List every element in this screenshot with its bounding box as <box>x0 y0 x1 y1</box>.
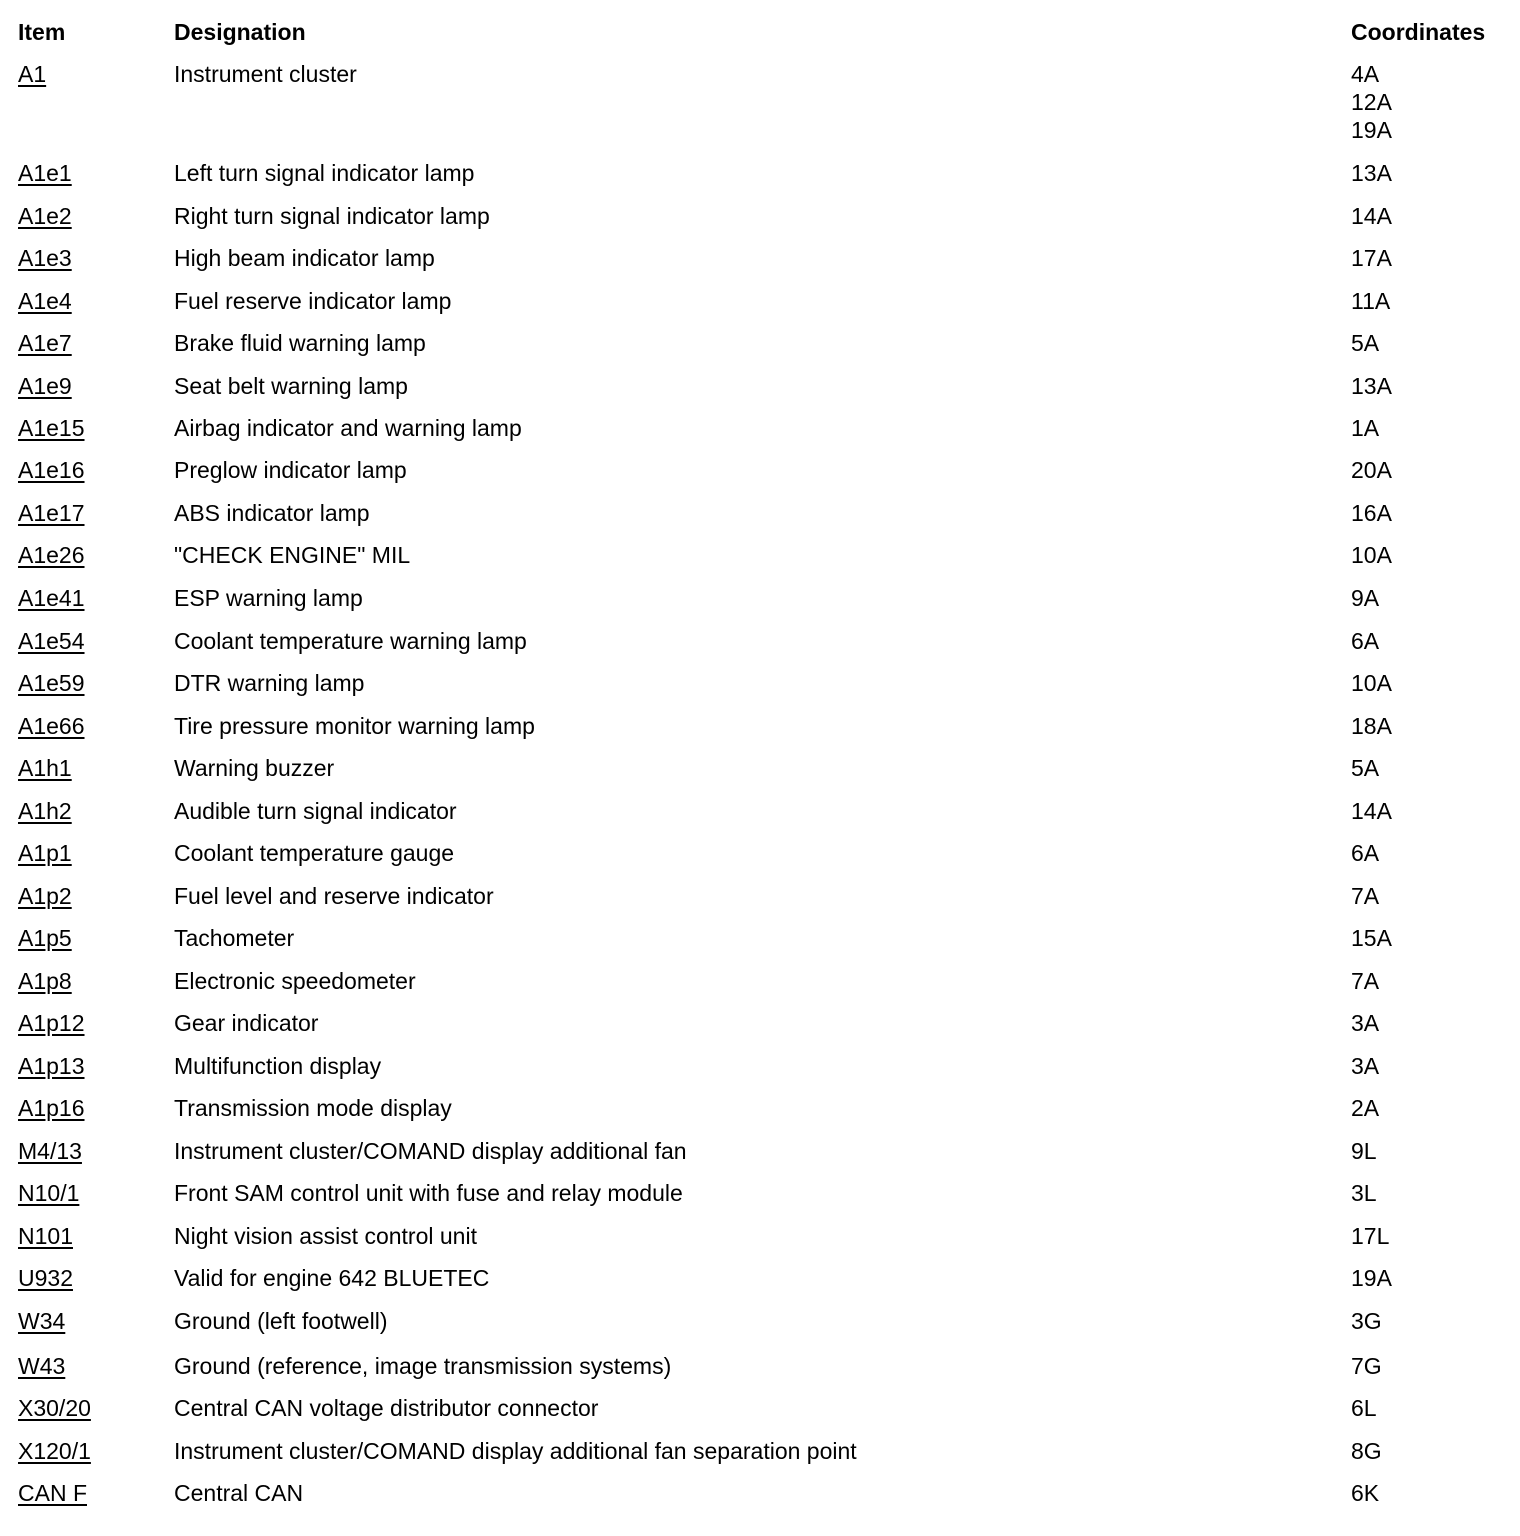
designation-text: Electronic speedometer <box>174 968 416 994</box>
item-link[interactable]: A1e54 <box>18 628 85 654</box>
item-link[interactable]: CAN F <box>18 1480 87 1506</box>
designation-text: High beam indicator lamp <box>174 245 435 271</box>
designation-text: Fuel level and reserve indicator <box>174 883 494 909</box>
header-designation: Designation <box>174 19 306 45</box>
designation-text: Valid for engine 642 BLUETEC <box>174 1265 490 1291</box>
coordinates-cell <box>1351 754 1379 782</box>
designation-text: Central CAN voltage distributor connector <box>174 1395 599 1421</box>
item-link[interactable]: A1e15 <box>18 415 85 441</box>
coordinates-cell <box>1351 797 1392 825</box>
item-link[interactable]: A1e3 <box>18 245 72 271</box>
item-link[interactable]: A1p8 <box>18 968 72 994</box>
coordinates-cell <box>1351 1137 1377 1165</box>
item-link[interactable]: N10/1 <box>18 1180 80 1206</box>
coordinate-value: 12A <box>1351 89 1392 115</box>
coordinate-value: 3A <box>1351 1010 1380 1036</box>
item-link[interactable]: X120/1 <box>18 1438 91 1464</box>
designation-text: Coolant temperature gauge <box>174 840 455 866</box>
coordinate-value: 6A <box>1351 628 1380 654</box>
coordinate-value: 7G <box>1351 1353 1382 1379</box>
coordinates-cell <box>1351 882 1379 910</box>
coordinate-value: 1A <box>1351 415 1380 441</box>
designation-text: ESP warning lamp <box>174 585 363 611</box>
designation-text: Central CAN <box>174 1480 304 1506</box>
coordinates-cell <box>1351 499 1392 527</box>
item-link[interactable]: A1p5 <box>18 925 72 951</box>
coordinates-cell <box>1351 967 1379 995</box>
coordinate-value: 18A <box>1351 713 1392 739</box>
item-link[interactable]: A1e26 <box>18 542 85 568</box>
coordinates-cell <box>1351 627 1379 655</box>
coordinate-value: 17A <box>1351 245 1392 271</box>
designation-text: Instrument cluster/COMAND display additional fan <box>174 1138 687 1164</box>
item-link[interactable]: A1e2 <box>18 203 72 229</box>
coordinates-cell <box>1351 1264 1392 1292</box>
item-link[interactable]: A1p2 <box>18 883 72 909</box>
coordinates-cell <box>1351 1179 1377 1207</box>
designation-text: DTR warning lamp <box>174 670 365 696</box>
coordinates-cell <box>1351 1009 1379 1037</box>
item-link[interactable]: A1e9 <box>18 373 72 399</box>
coordinates-cell <box>1351 60 1392 144</box>
coordinate-value: 5A <box>1351 755 1380 781</box>
coordinates-cell <box>1351 1394 1377 1422</box>
coordinates-cell <box>1351 924 1392 952</box>
designation-text: Ground (left footwell) <box>174 1308 388 1334</box>
item-link[interactable]: A1h2 <box>18 798 72 824</box>
item-link[interactable]: A1e66 <box>18 713 85 739</box>
item-link[interactable]: A1e1 <box>18 160 72 186</box>
coordinates-cell <box>1351 669 1392 697</box>
coordinate-value: 2A <box>1351 1095 1380 1121</box>
coordinates-cell <box>1351 202 1392 230</box>
coordinate-value: 9A <box>1351 585 1380 611</box>
coordinate-value: 7A <box>1351 968 1380 994</box>
coordinates-cell <box>1351 1094 1379 1122</box>
item-link[interactable]: N101 <box>18 1223 73 1249</box>
coordinates-cell <box>1351 1307 1382 1335</box>
coordinate-value: 14A <box>1351 798 1392 824</box>
coordinate-value: 4A <box>1351 61 1380 87</box>
coordinate-value: 19A <box>1351 117 1392 143</box>
designation-text: Instrument cluster <box>174 61 357 87</box>
coordinate-value: 6L <box>1351 1395 1377 1421</box>
coordinates-cell <box>1351 372 1392 400</box>
coordinates-cell <box>1351 1479 1379 1507</box>
coordinates-cell <box>1351 456 1392 484</box>
designation-text: Tachometer <box>174 925 295 951</box>
item-link[interactable]: A1e4 <box>18 288 72 314</box>
coordinate-value: 3A <box>1351 1053 1380 1079</box>
coordinate-value: 10A <box>1351 670 1392 696</box>
designation-text: Gear indicator <box>174 1010 319 1036</box>
coordinates-cell <box>1351 244 1392 272</box>
item-link[interactable]: M4/13 <box>18 1138 82 1164</box>
coordinate-value: 15A <box>1351 925 1392 951</box>
item-link[interactable]: A1e16 <box>18 457 85 483</box>
designation-text: Fuel reserve indicator lamp <box>174 288 452 314</box>
coordinate-value: 16A <box>1351 500 1392 526</box>
designation-text: "CHECK ENGINE" MIL <box>174 542 411 568</box>
item-link[interactable]: U932 <box>18 1265 73 1291</box>
designation-text: Tire pressure monitor warning lamp <box>174 713 535 739</box>
designation-text: Preglow indicator lamp <box>174 457 407 483</box>
coordinates-cell <box>1351 1352 1382 1380</box>
item-link[interactable]: A1e41 <box>18 585 85 611</box>
coordinates-cell <box>1351 1437 1382 1465</box>
coordinates-cell <box>1351 712 1392 740</box>
coordinate-value: 13A <box>1351 373 1392 399</box>
designation-text: Transmission mode display <box>174 1095 452 1121</box>
coordinates-cell <box>1351 329 1379 357</box>
coordinates-cell <box>1351 839 1379 867</box>
item-link[interactable]: X30/20 <box>18 1395 91 1421</box>
designation-text: Ground (reference, image transmission systems) <box>174 1353 672 1379</box>
coordinate-value: 3G <box>1351 1308 1382 1334</box>
item-link[interactable]: A1p1 <box>18 840 72 866</box>
coordinate-value: 6K <box>1351 1480 1380 1506</box>
item-link[interactable]: A1e59 <box>18 670 85 696</box>
coordinate-value: 13A <box>1351 160 1392 186</box>
item-link[interactable]: A1p16 <box>18 1095 85 1121</box>
coordinate-value: 5A <box>1351 330 1380 356</box>
coordinate-value: 8G <box>1351 1438 1382 1464</box>
designation-text: Coolant temperature warning lamp <box>174 628 527 654</box>
header-coordinates: Coordinates <box>1351 19 1486 45</box>
header-item: Item <box>18 19 66 45</box>
coordinate-value: 14A <box>1351 203 1392 229</box>
item-link[interactable]: A1 <box>18 61 47 87</box>
coordinate-value: 17L <box>1351 1223 1390 1249</box>
item-link[interactable]: A1h1 <box>18 755 72 781</box>
designation-text: Night vision assist control unit <box>174 1223 477 1249</box>
coordinates-cell <box>1351 1222 1389 1250</box>
coordinates-cell <box>1351 287 1390 315</box>
item-link[interactable]: A1p12 <box>18 1010 85 1036</box>
coordinate-value: 11A <box>1351 288 1391 314</box>
coordinate-value: 6A <box>1351 840 1380 866</box>
designation-text: Brake fluid warning lamp <box>174 330 426 356</box>
coordinate-value: 10A <box>1351 542 1392 568</box>
designation-text: Instrument cluster/COMAND display additional fan separation point <box>174 1438 857 1464</box>
coordinate-value: 19A <box>1351 1265 1392 1291</box>
coordinate-value: 7A <box>1351 883 1380 909</box>
designation-text: Right turn signal indicator lamp <box>174 203 490 229</box>
item-link[interactable]: W34 <box>18 1308 66 1334</box>
coordinate-value: 20A <box>1351 457 1392 483</box>
coordinates-cell <box>1351 414 1379 442</box>
coordinates-cell <box>1351 1052 1379 1080</box>
coordinates-cell <box>1351 541 1392 569</box>
designation-text: Airbag indicator and warning lamp <box>174 415 522 441</box>
designation-text: Front SAM control unit with fuse and relay module <box>174 1180 683 1206</box>
item-link[interactable]: A1e17 <box>18 500 85 526</box>
designation-text: Multifunction display <box>174 1053 382 1079</box>
item-link[interactable]: A1p13 <box>18 1053 85 1079</box>
coordinate-value: 3L <box>1351 1180 1377 1206</box>
coordinates-cell <box>1351 584 1379 612</box>
designation-text: Warning buzzer <box>174 755 335 781</box>
designation-text: ABS indicator lamp <box>174 500 370 526</box>
designation-text: Left turn signal indicator lamp <box>174 160 475 186</box>
coordinate-value: 9L <box>1351 1138 1377 1164</box>
designation-text: Audible turn signal indicator <box>174 798 457 824</box>
designation-text: Seat belt warning lamp <box>174 373 408 399</box>
item-link[interactable]: W43 <box>18 1353 66 1379</box>
item-link[interactable]: A1e7 <box>18 330 72 356</box>
coordinates-cell <box>1351 159 1392 187</box>
